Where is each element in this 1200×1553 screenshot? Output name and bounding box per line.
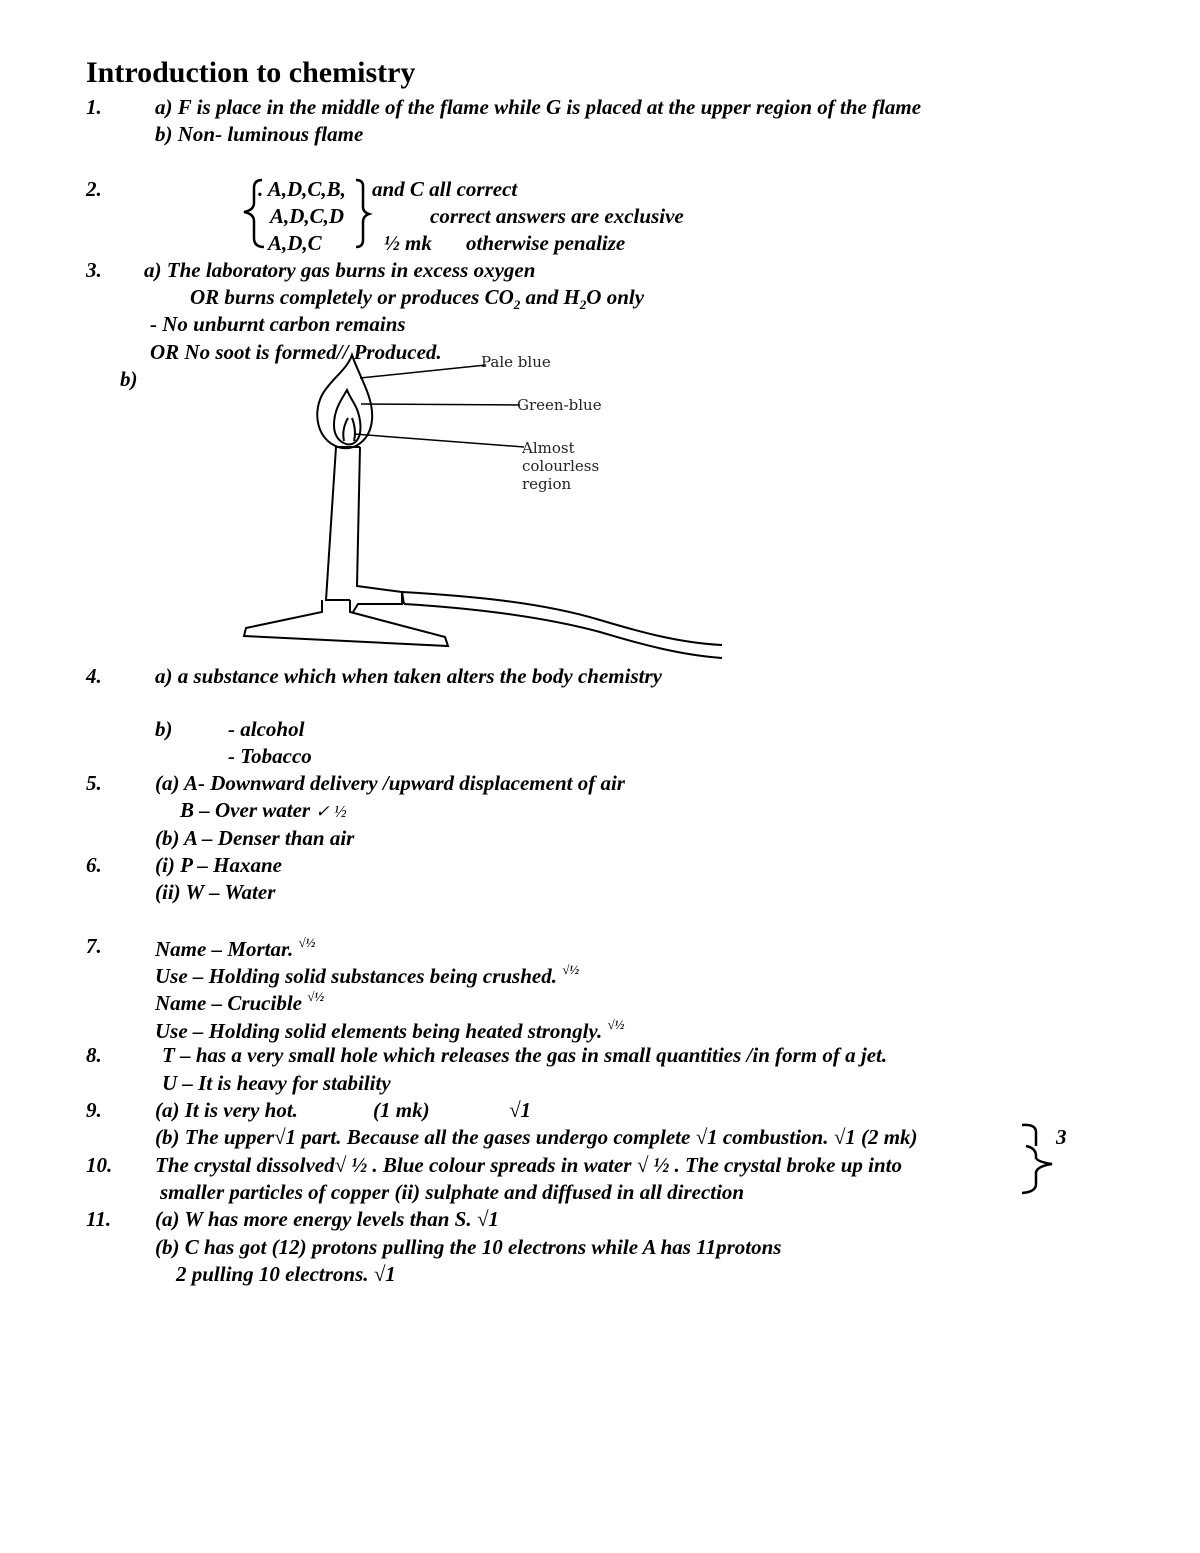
q4-answer-b-1: - alcohol (228, 717, 305, 741)
q9-side-bracket (1022, 1125, 1036, 1146)
q9-q10-total-marks: 3 (1056, 1125, 1067, 1149)
q9-number: 9. (86, 1098, 102, 1122)
q8-line-1: T – has a very small hole which releases the gas in small quantities /in form of a jet. (162, 1043, 888, 1067)
q5-number: 5. (86, 771, 102, 795)
q10-line-1: The crystal dissolved√ ½ . Blue colour spreads in water √ ½ . The crystal broke up into (155, 1153, 902, 1177)
q11-answer-b-2: 2 pulling 10 electrons. √1 (176, 1262, 396, 1286)
q7-number: 7. (86, 934, 102, 958)
label-colourless-2: colourless (522, 457, 600, 475)
q8-line-2: U – It is heavy for stability (162, 1071, 391, 1095)
q9-answer-a-mark: (1 mk) (373, 1098, 430, 1122)
q6-answer-ii: (ii) W – Water (155, 880, 276, 904)
q11-answer-b-1: (b) C has got (12) protons pulling the 10 electrons while A has 11protons (155, 1235, 782, 1259)
label-green-blue: Green-blue (517, 396, 602, 414)
q10-line-2: smaller particles of copper (ii) sulphate and diffused in all direction (160, 1180, 745, 1204)
q5-answer-b: (b) A – Denser than air (155, 826, 355, 850)
inner-flame (334, 390, 360, 444)
label-colourless-1: Almost (522, 439, 575, 457)
q5-answer-a: (a) A- Downward delivery /upward displacement of air (155, 771, 625, 795)
q1-number: 1. (86, 95, 102, 119)
q7-line-4: Use – Holding solid elements being heated strongly. $^{√\frac{1}{2}}$ (155, 1017, 625, 1043)
leader-pale-blue (360, 365, 486, 378)
q10-number: 10. (86, 1153, 113, 1177)
q8-number: 8. (86, 1043, 102, 1067)
q2-note-1: and C all correct (372, 177, 518, 201)
q3-answer-a-3: - No unburnt carbon remains (150, 312, 406, 336)
q5-mark: ✓ ½ (315, 802, 347, 821)
leader-colourless (354, 434, 524, 447)
q5-answer-a-2: B – Over water ✓ ½ (180, 798, 347, 822)
q6-answer-i: (i) P – Haxane (155, 853, 282, 877)
q11-number: 11. (86, 1207, 112, 1231)
q9-answer-a-tick: √1 (509, 1098, 532, 1122)
label-colourless-3: region (522, 475, 572, 493)
rubber-tube-bottom (404, 604, 722, 658)
page-title: Introduction to chemistry (86, 56, 416, 89)
q6-number: 6. (86, 853, 102, 877)
q7-line-2: Use – Holding solid substances being crushed. $^{√\frac{1}{2}}$ (155, 962, 580, 988)
burner-tube-left (326, 447, 350, 600)
q7-line-3: Name – Crucible $^{√\frac{1}{2}}$ (155, 989, 325, 1015)
q10-side-brace (1022, 1146, 1052, 1193)
burner-tube-right (353, 447, 402, 612)
q3-answer-a-2: OR burns completely or produces $CO_2$ and $H_2O$ only (190, 285, 645, 313)
outer-flame (317, 355, 372, 448)
q2-note-2: correct answers are exclusive (430, 204, 684, 228)
q1-answer-a: a) F is place in the middle of the flame while G is placed at the upper region of the flame (155, 95, 922, 119)
burner-base (244, 600, 448, 646)
q3-answer-a-4: OR No soot is formed// Produced. (150, 340, 442, 364)
label-pale-blue: Pale blue (481, 353, 551, 371)
q2-option-1: . A,D,C,B, (258, 177, 346, 201)
q4-answer-b-2: - Tobacco (228, 744, 312, 768)
q2-note-3: otherwise penalize (466, 231, 626, 255)
q9-answer-a: (a) It is very hot. (155, 1098, 298, 1122)
q11-answer-a: (a) W has more energy levels than S. √1 (155, 1207, 499, 1231)
q2-number: 2. (86, 177, 102, 201)
q4-number: 4. (86, 664, 102, 688)
q2-option-3: A,D,C (268, 231, 322, 255)
q3-number: 3. (86, 258, 102, 282)
q4-answer-b: b) (155, 717, 173, 741)
leader-green-blue (361, 404, 520, 405)
inner-cone (343, 418, 355, 441)
q7-line-1: Name – Mortar. $^{√\frac{1}{2}}$ (155, 935, 316, 961)
q4-answer-a: a) a substance which when taken alters the body chemistry (155, 664, 662, 688)
q3-answer-a-1: a) The laboratory gas burns in excess oxygen (144, 258, 536, 282)
q1-answer-b: b) Non- luminous flame (155, 122, 364, 146)
tube-joint (402, 592, 404, 604)
q2-mark: ½ mk (384, 231, 432, 255)
rubber-tube-top (402, 592, 722, 645)
q3-answer-b: b) (120, 367, 138, 391)
q9-answer-b: (b) The upper√1 part. Because all the gases undergo complete √1 combustion. √1 (2 mk) (155, 1125, 918, 1149)
q2-option-2: A,D,C,D (270, 204, 345, 228)
q2-right-brace (356, 180, 369, 247)
